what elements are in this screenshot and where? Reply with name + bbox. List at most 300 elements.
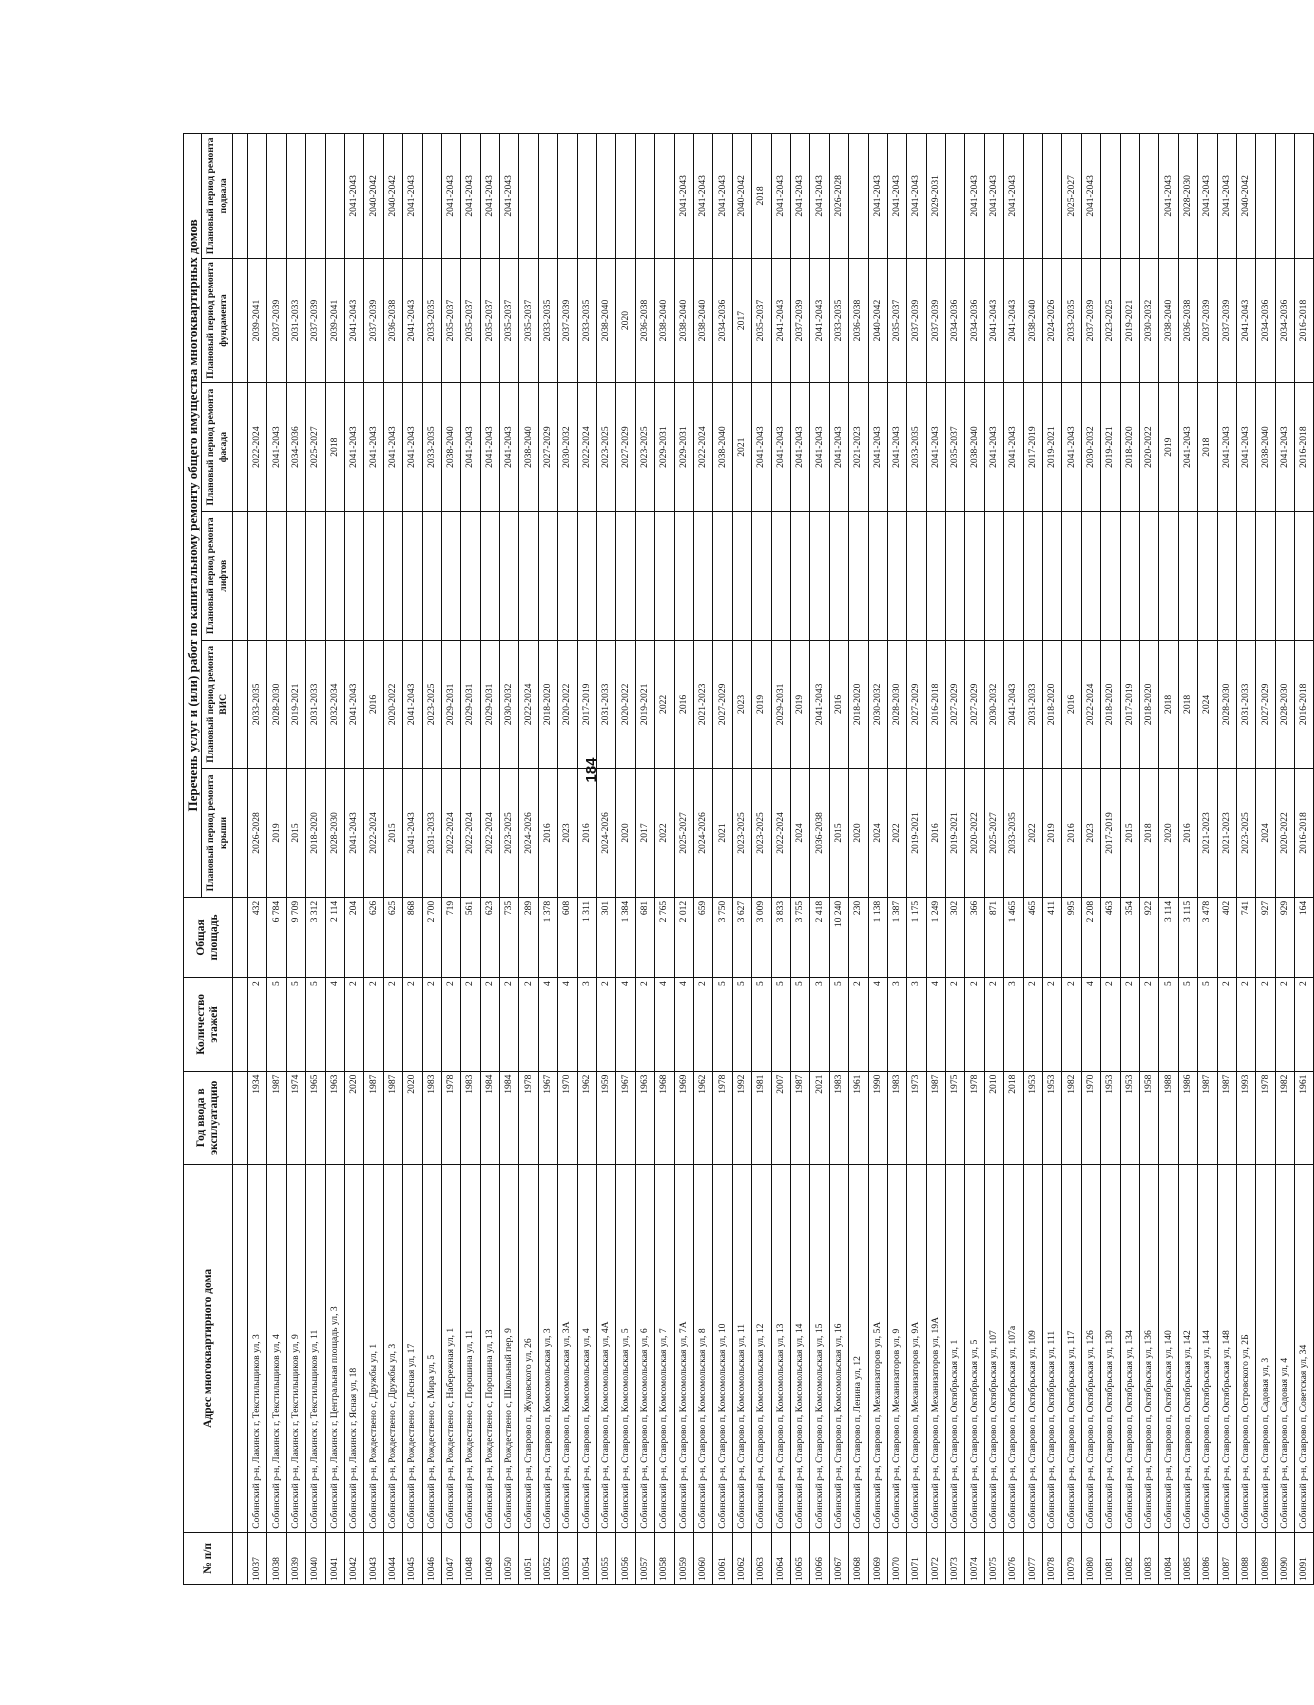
cell-address: Собинский р-н, Лакинск г, Текстильщиков ул, 4 <box>267 1165 286 1533</box>
cell-floors: 4 <box>1081 978 1100 1071</box>
table-row <box>965 134 984 1585</box>
cell-lift <box>441 511 460 640</box>
cell-floors: 2 <box>984 978 1003 1071</box>
cell-roof: 2016 <box>926 769 945 898</box>
cell-facade: 2018-2020 <box>1120 383 1139 512</box>
cell-address: Собинский р-н, Ставрово п, Комсомольская ул, 5 <box>616 1165 635 1533</box>
cell-address: Собинский р-н, Ставрово п, Комсомольская ул, 4 <box>577 1165 596 1533</box>
cell-facade: 2021 <box>732 383 751 512</box>
cell-foundation: 2037-2039 <box>267 258 286 383</box>
cell-year: 1975 <box>946 1071 965 1164</box>
cell-basement <box>1101 134 1120 259</box>
cell-number: 10065 <box>790 1532 809 1584</box>
cell-vis: 2027-2029 <box>946 640 965 769</box>
cell-floors: 2 <box>480 978 499 1071</box>
cell-number: 10072 <box>926 1532 945 1584</box>
cell-foundation: 2039-2041 <box>248 258 267 383</box>
cell-vis: 2029-2031 <box>480 640 499 769</box>
cell-facade: 2038-2040 <box>1256 383 1275 512</box>
cell-lift <box>1295 511 1314 640</box>
cell-floors: 2 <box>1101 978 1120 1071</box>
cell-roof: 2020-2022 <box>965 769 984 898</box>
cell-area: 659 <box>693 897 712 977</box>
cell-foundation: 2038-2040 <box>597 258 616 383</box>
cell-facade: 2041-2043 <box>1178 383 1197 512</box>
cell-number: 10067 <box>829 1532 848 1584</box>
cell-floors: 4 <box>868 978 887 1071</box>
cell-foundation: 2016-2018 <box>1295 258 1314 383</box>
cell-facade: 2021-2023 <box>849 383 868 512</box>
cell-year: 1973 <box>907 1071 926 1164</box>
cell-address: Собинский р-н, Лакинск г, Текстильщиков ул, 3 <box>248 1165 267 1533</box>
cell-address: Собинский р-н, Ставрово п, Комсомольская ул, 7 <box>655 1165 674 1533</box>
cell-area: 2 114 <box>325 897 344 977</box>
cell-facade: 2041-2043 <box>887 383 906 512</box>
cell-area: 929 <box>1275 897 1294 977</box>
table-row <box>790 134 809 1585</box>
cell-year: 1965 <box>306 1071 325 1164</box>
cell-floors: 2 <box>364 978 383 1071</box>
cell-number: 10082 <box>1120 1532 1139 1584</box>
cell-lift <box>248 511 267 640</box>
cell-facade: 2041-2043 <box>1236 383 1255 512</box>
cell-area: 402 <box>1217 897 1236 977</box>
cell-vis: 2031-2033 <box>1023 640 1042 769</box>
cell-number: 10049 <box>480 1532 499 1584</box>
cell-roof: 2023-2025 <box>732 769 751 898</box>
cell-foundation: 2041-2043 <box>1004 258 1023 383</box>
cell-foundation: 2033-2035 <box>577 258 596 383</box>
cell-roof: 2024 <box>1256 769 1275 898</box>
cell-area: 3 755 <box>790 897 809 977</box>
cell-number: 10048 <box>461 1532 480 1584</box>
table-row <box>383 134 402 1585</box>
cell-basement: 2041-2043 <box>1081 134 1100 259</box>
page-number: 184 <box>583 757 600 783</box>
cell-roof: 2024-2026 <box>597 769 616 898</box>
cell-foundation: 2037-2039 <box>1198 258 1217 383</box>
cell-lift <box>1023 511 1042 640</box>
cell-floors: 5 <box>1159 978 1178 1071</box>
cell-facade: 2029-2031 <box>655 383 674 512</box>
table-row <box>635 134 654 1585</box>
cell-foundation: 2020 <box>616 258 635 383</box>
cell-foundation: 2041-2043 <box>984 258 1003 383</box>
cell-roof: 2015 <box>383 769 402 898</box>
cell-roof: 2041-2043 <box>344 769 363 898</box>
cell-lift <box>790 511 809 640</box>
cell-facade: 2041-2043 <box>868 383 887 512</box>
cell-year: 2010 <box>984 1071 1003 1164</box>
cell-roof: 2020 <box>1159 769 1178 898</box>
cell-year: 1953 <box>1120 1071 1139 1164</box>
col-header-roof: Плановый период ремонта крыши <box>202 769 233 898</box>
table-row <box>1004 134 1023 1585</box>
cell-area: 3 115 <box>1178 897 1197 977</box>
cell-floors: 4 <box>538 978 557 1071</box>
table-row <box>306 134 325 1585</box>
cell-area: 354 <box>1120 897 1139 977</box>
cell-area: 681 <box>635 897 654 977</box>
cell-address: Собинский р-н, Ставрово п, Октябрьская ул, 144 <box>1198 1165 1217 1533</box>
cell-area: 623 <box>480 897 499 977</box>
col-header-floors: Количество этажей <box>184 978 233 1071</box>
cell-lift <box>1198 511 1217 640</box>
table-row <box>713 134 732 1585</box>
cell-roof: 2017 <box>635 769 654 898</box>
cell-floors: 3 <box>577 978 596 1071</box>
cell-address: Собинский р-н, Ставрово п, Октябрьская ул, 5 <box>965 1165 984 1533</box>
cell-address: Собинский р-н, Ставрово п, Комсомольская ул, 3А <box>558 1165 577 1533</box>
cell-lift <box>325 511 344 640</box>
cell-area: 719 <box>441 897 460 977</box>
cell-floors: 2 <box>500 978 519 1071</box>
cell-floors: 4 <box>616 978 635 1071</box>
cell-facade: 2019-2021 <box>1043 383 1062 512</box>
cell-foundation: 2039-2041 <box>325 258 344 383</box>
cell-basement: 2041-2043 <box>790 134 809 259</box>
cell-basement <box>267 134 286 259</box>
cell-vis: 2029-2031 <box>771 640 790 769</box>
cell-foundation: 2036-2038 <box>635 258 654 383</box>
cell-foundation: 2041-2043 <box>403 258 422 383</box>
cell-lift <box>1256 511 1275 640</box>
cell-number: 10060 <box>693 1532 712 1584</box>
cell-area: 2 765 <box>655 897 674 977</box>
cell-number: 10074 <box>965 1532 984 1584</box>
cell-address: Собинский р-н, Рождествено с, Школьный пер, 9 <box>500 1165 519 1533</box>
cell-lift <box>461 511 480 640</box>
cell-area: 301 <box>597 897 616 977</box>
cell-area: 3 009 <box>752 897 771 977</box>
cell-facade: 2041-2043 <box>1275 383 1294 512</box>
cell-foundation: 2034-2036 <box>713 258 732 383</box>
cell-year: 1953 <box>1043 1071 1062 1164</box>
cell-floors: 2 <box>597 978 616 1071</box>
table-row <box>771 134 790 1585</box>
cell-vis: 2023 <box>732 640 751 769</box>
table-row <box>325 134 344 1585</box>
cell-roof: 2031-2033 <box>422 769 441 898</box>
cell-basement: 2040-2042 <box>732 134 751 259</box>
cell-number: 10045 <box>403 1532 422 1584</box>
cell-foundation: 2037-2039 <box>907 258 926 383</box>
cell-address: Собинский р-н, Ставрово п, Комсомольская ул, 15 <box>810 1165 829 1533</box>
cell-number: 10079 <box>1062 1532 1081 1584</box>
cell-lift <box>868 511 887 640</box>
cell-foundation: 2034-2036 <box>1275 258 1294 383</box>
cell-foundation: 2037-2039 <box>926 258 945 383</box>
cell-basement: 2041-2043 <box>1159 134 1178 259</box>
cell-year: 1962 <box>577 1071 596 1164</box>
cell-vis: 2022 <box>655 640 674 769</box>
cell-number: 10068 <box>849 1532 868 1584</box>
cell-basement: 2041-2043 <box>480 134 499 259</box>
cell-basement <box>1043 134 1062 259</box>
cell-vis: 2033-2035 <box>248 640 267 769</box>
table-row <box>1159 134 1178 1585</box>
cell-basement <box>325 134 344 259</box>
cell-basement <box>1295 134 1314 259</box>
cell-foundation: 2041-2043 <box>1236 258 1255 383</box>
cell-year: 1970 <box>558 1071 577 1164</box>
cell-foundation: 2037-2039 <box>558 258 577 383</box>
cell-lift <box>558 511 577 640</box>
table-row <box>1178 134 1197 1585</box>
cell-address: Собинский р-н, Ставрово п, Комсомольская ул, 6 <box>635 1165 654 1533</box>
cell-address: Собинский р-н, Рождествено с, Порошина ул, 13 <box>480 1165 499 1533</box>
cell-address: Собинский р-н, Рождествено с, Порошина ул, 11 <box>461 1165 480 1533</box>
cell-area: 3 114 <box>1159 897 1178 977</box>
cell-address: Собинский р-н, Ставрово п, Октябрьская ул, 148 <box>1217 1165 1236 1533</box>
cell-basement: 2041-2043 <box>868 134 887 259</box>
cell-floors: 5 <box>286 978 305 1071</box>
cell-vis: 2028-2030 <box>267 640 286 769</box>
cell-lift <box>926 511 945 640</box>
cell-address: Собинский р-н, Ставрово п, Октябрьская ул, 107 <box>984 1165 1003 1533</box>
cell-vis: 2018-2020 <box>1139 640 1158 769</box>
cell-floors: 4 <box>325 978 344 1071</box>
cell-year: 1967 <box>616 1071 635 1164</box>
cell-facade: 2018 <box>325 383 344 512</box>
cell-basement: 2040-2042 <box>1236 134 1255 259</box>
cell-address: Собинский р-н, Ставрово п, Октябрьская ул, 142 <box>1178 1165 1197 1533</box>
cell-floors: 2 <box>1275 978 1294 1071</box>
cell-lift <box>635 511 654 640</box>
cell-roof: 2021-2023 <box>1198 769 1217 898</box>
cell-vis: 2016 <box>829 640 848 769</box>
cell-number: 10069 <box>868 1532 887 1584</box>
cell-address: Собинский р-н, Ставрово п, Октябрьская ул, 107а <box>1004 1165 1023 1533</box>
cell-floors: 2 <box>849 978 868 1071</box>
cell-address: Собинский р-н, Ставрово п, Комсомольская ул, 4А <box>597 1165 616 1533</box>
cell-foundation: 2037-2039 <box>364 258 383 383</box>
cell-basement <box>1023 134 1042 259</box>
cell-address: Собинский р-н, Ставрово п, Садовая ул, 3 <box>1256 1165 1275 1533</box>
cell-address: Собинский р-н, Ставрово п, Советская ул, 34 <box>1295 1165 1314 1533</box>
cell-floors: 5 <box>732 978 751 1071</box>
cell-roof: 2016 <box>577 769 596 898</box>
cell-roof: 2022-2024 <box>461 769 480 898</box>
cell-basement: 2041-2043 <box>713 134 732 259</box>
cell-facade: 2034-2036 <box>286 383 305 512</box>
cell-address: Собинский р-н, Ставрово п, Комсомольская ул, 16 <box>829 1165 848 1533</box>
cell-foundation: 2030-2032 <box>1139 258 1158 383</box>
cell-lift <box>422 511 441 640</box>
cell-basement: 2041-2043 <box>403 134 422 259</box>
cell-number: 10077 <box>1023 1532 1042 1584</box>
cell-area: 6 784 <box>267 897 286 977</box>
cell-number: 10089 <box>1256 1532 1275 1584</box>
cell-address: Собинский р-н, Ставрово п, Механизаторов ул, 9А <box>907 1165 926 1533</box>
cell-roof: 2020-2022 <box>1275 769 1294 898</box>
cell-facade: 2041-2043 <box>344 383 363 512</box>
cell-address: Собинский р-н, Ставрово п, Октябрьская ул, 111 <box>1043 1165 1062 1533</box>
cell-vis: 2029-2031 <box>441 640 460 769</box>
cell-address: Собинский р-н, Ставрово п, Жуковского ул, 26 <box>519 1165 538 1533</box>
cell-facade: 2022-2024 <box>248 383 267 512</box>
cell-number: 10063 <box>752 1532 771 1584</box>
cell-number: 10056 <box>616 1532 635 1584</box>
cell-facade: 2030-2032 <box>558 383 577 512</box>
cell-vis: 2016-2018 <box>1295 640 1314 769</box>
cell-floors: 5 <box>771 978 790 1071</box>
cell-foundation: 2033-2035 <box>1062 258 1081 383</box>
cell-number: 10086 <box>1198 1532 1217 1584</box>
cell-foundation: 2037-2039 <box>790 258 809 383</box>
cell-facade: 2023-2025 <box>635 383 654 512</box>
table-row <box>674 134 693 1585</box>
cell-foundation: 2041-2043 <box>344 258 363 383</box>
cell-number: 10085 <box>1178 1532 1197 1584</box>
cell-number: 10090 <box>1275 1532 1294 1584</box>
cell-facade: 2030-2032 <box>1081 383 1100 512</box>
table-row <box>577 134 596 1585</box>
cell-address: Собинский р-н, Ставрово п, Октябрьская ул, 134 <box>1120 1165 1139 1533</box>
cell-floors: 2 <box>1062 978 1081 1071</box>
cell-vis: 2031-2033 <box>1236 640 1255 769</box>
table-row <box>538 134 557 1585</box>
cell-address: Собинский р-н, Ставрово п, Комсомольская ул, 8 <box>693 1165 712 1533</box>
table-row <box>500 134 519 1585</box>
cell-number: 10091 <box>1295 1532 1314 1584</box>
cell-address: Собинский р-н, Лакинск г, Текстильщиков ул, 9 <box>286 1165 305 1533</box>
cell-roof: 2017-2019 <box>1101 769 1120 898</box>
cell-lift <box>849 511 868 640</box>
table-row <box>810 134 829 1585</box>
table-row <box>248 134 267 1585</box>
cell-roof: 2028-2030 <box>325 769 344 898</box>
cell-lift <box>1159 511 1178 640</box>
cell-number: 10040 <box>306 1532 325 1584</box>
cell-year: 1987 <box>383 1071 402 1164</box>
cell-basement <box>616 134 635 259</box>
cell-year: 1992 <box>732 1071 751 1164</box>
cell-lift <box>984 511 1003 640</box>
cell-floors: 3 <box>887 978 906 1071</box>
cell-area: 735 <box>500 897 519 977</box>
cell-number: 10062 <box>732 1532 751 1584</box>
cell-area: 463 <box>1101 897 1120 977</box>
cell-floors: 2 <box>403 978 422 1071</box>
cell-year: 1978 <box>441 1071 460 1164</box>
col-header-lift: Плановый период ремонта лифтов <box>202 511 233 640</box>
cell-vis: 2028-2030 <box>887 640 906 769</box>
cell-area: 995 <box>1062 897 1081 977</box>
cell-roof: 2023-2025 <box>1236 769 1255 898</box>
cell-number: 10041 <box>325 1532 344 1584</box>
cell-address: Собинский р-н, Лакинск г, Текстильщиков ул, 11 <box>306 1165 325 1533</box>
cell-basement: 2041-2043 <box>461 134 480 259</box>
cell-floors: 2 <box>1256 978 1275 1071</box>
cell-facade: 2041-2043 <box>829 383 848 512</box>
cell-floors: 5 <box>790 978 809 1071</box>
cell-area: 871 <box>984 897 1003 977</box>
cell-basement: 2041-2043 <box>965 134 984 259</box>
cell-year: 1983 <box>422 1071 441 1164</box>
cell-facade: 2041-2043 <box>403 383 422 512</box>
cell-basement <box>1256 134 1275 259</box>
cell-year: 1963 <box>325 1071 344 1164</box>
cell-lift <box>538 511 557 640</box>
cell-year: 1982 <box>1275 1071 1294 1164</box>
table-row <box>597 134 616 1585</box>
cell-facade: 2020-2022 <box>1139 383 1158 512</box>
cell-facade: 2041-2043 <box>500 383 519 512</box>
cell-area: 10 240 <box>829 897 848 977</box>
cell-lift <box>693 511 712 640</box>
cell-floors: 2 <box>946 978 965 1071</box>
cell-area: 9 709 <box>286 897 305 977</box>
cell-vis: 2019-2021 <box>286 640 305 769</box>
cell-basement: 2041-2043 <box>1004 134 1023 259</box>
cell-year: 2018 <box>1004 1071 1023 1164</box>
cell-year: 1978 <box>965 1071 984 1164</box>
table-row <box>1101 134 1120 1585</box>
cell-year: 1962 <box>693 1071 712 1164</box>
col-header-facade: Плановый период ремонта фасада <box>202 383 233 512</box>
cell-address: Собинский р-н, Ставрово п, Октябрьская ул, 136 <box>1139 1165 1158 1533</box>
cell-basement <box>248 134 267 259</box>
cell-basement: 2041-2043 <box>500 134 519 259</box>
cell-foundation: 2031-2033 <box>286 258 305 383</box>
cell-roof: 2020 <box>849 769 868 898</box>
cell-area: 289 <box>519 897 538 977</box>
table-row <box>1120 134 1139 1585</box>
table-row <box>752 134 771 1585</box>
cell-foundation: 2036-2038 <box>1178 258 1197 383</box>
cell-facade: 2025-2027 <box>306 383 325 512</box>
cell-address: Собинский р-н, Ставрово п, Ленина ул, 12 <box>849 1165 868 1533</box>
cell-roof: 2041-2043 <box>403 769 422 898</box>
cell-number: 10055 <box>597 1532 616 1584</box>
cell-roof: 2026-2028 <box>248 769 267 898</box>
cell-vis: 2027-2029 <box>713 640 732 769</box>
cell-area: 465 <box>1023 897 1042 977</box>
table-row <box>267 134 286 1585</box>
cell-year: 1958 <box>1139 1071 1158 1164</box>
cell-foundation: 2038-2040 <box>674 258 693 383</box>
cell-year: 1978 <box>519 1071 538 1164</box>
cell-basement: 2028-2030 <box>1178 134 1197 259</box>
cell-facade: 2033-2035 <box>422 383 441 512</box>
cell-year: 1961 <box>1295 1071 1314 1164</box>
cell-number: 10047 <box>441 1532 460 1584</box>
cell-lift <box>616 511 635 640</box>
cell-year: 1988 <box>1159 1071 1178 1164</box>
cell-floors: 3 <box>1004 978 1023 1071</box>
cell-foundation: 2035-2037 <box>441 258 460 383</box>
cell-address: Собинский р-н, Ставрово п, Механизаторов ул, 5А <box>868 1165 887 1533</box>
cell-vis: 2016 <box>674 640 693 769</box>
cell-lift <box>286 511 305 640</box>
cell-facade: 2041-2043 <box>810 383 829 512</box>
cell-foundation: 2034-2036 <box>965 258 984 383</box>
cell-basement: 2029-2031 <box>926 134 945 259</box>
cell-basement: 2040-2042 <box>383 134 402 259</box>
cell-lift <box>403 511 422 640</box>
col-header-vis: Плановый период ремонта ВИС <box>202 640 233 769</box>
cell-basement <box>655 134 674 259</box>
cell-vis: 2027-2029 <box>965 640 984 769</box>
cell-year: 1968 <box>655 1071 674 1164</box>
cell-address: Собинский р-н, Ставрово п, Комсомольская ул, 7А <box>674 1165 693 1533</box>
cell-address: Собинский р-н, Ставрово п, Комсомольская ул, 14 <box>790 1165 809 1533</box>
cell-year: 1983 <box>887 1071 906 1164</box>
cell-roof: 2023 <box>558 769 577 898</box>
cell-lift <box>1217 511 1236 640</box>
cell-floors: 2 <box>422 978 441 1071</box>
